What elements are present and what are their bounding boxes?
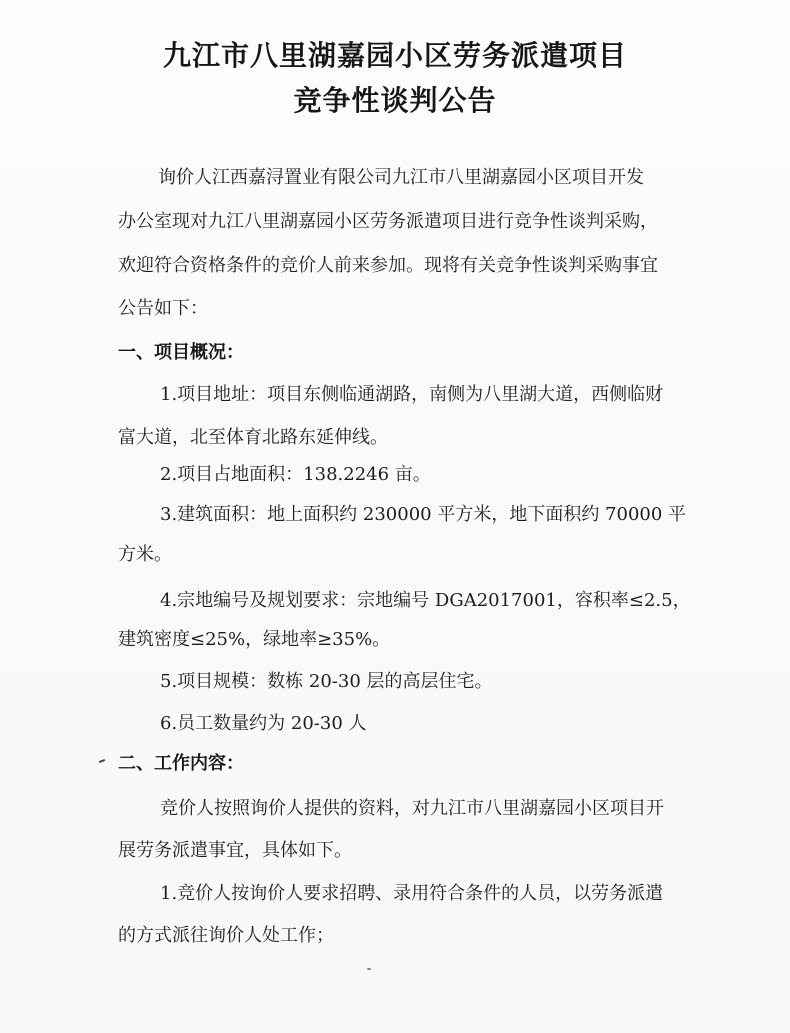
section-1-item-3-line-1: 3.建筑面积：地上面积约 230000 平方米，地下面积约 70000 平 xyxy=(160,504,687,525)
section-2-paragraph-line-2: 展劳务派遣事宜，具体如下。 xyxy=(118,840,352,861)
scan-speck xyxy=(367,968,371,970)
section-1-item-1-line-2: 富大道，北至体育北路东延伸线。 xyxy=(118,427,388,448)
section-1-item-2: 2.项目占地面积：138.2246 亩。 xyxy=(160,464,431,485)
document-title-line-2: 竞争性谈判公告 xyxy=(293,84,497,117)
section-2-item-1-line-2: 的方式派往询价人处工作； xyxy=(118,925,334,946)
intro-line-2: 办公室现对九江八里湖嘉园小区劳务派遣项目进行竞争性谈判采购， xyxy=(118,211,658,232)
section-1-item-5: 5.项目规模：数栋 20-30 层的高层住宅。 xyxy=(160,671,493,692)
section-1-item-3-line-2: 方米。 xyxy=(118,544,172,565)
section-2-heading: 二、工作内容： xyxy=(118,753,244,774)
intro-line-4: 公告如下： xyxy=(118,298,208,319)
section-1-item-6: 6.员工数量约为 20-30 人 xyxy=(160,713,367,734)
intro-line-1: 询价人江西嘉浔置业有限公司九江市八里湖嘉园小区项目开发 xyxy=(158,167,644,188)
section-2-item-1-line-1: 1.竞价人按询价人要求招聘、录用符合条件的人员，以劳务派遣 xyxy=(160,883,664,904)
intro-line-3: 欢迎符合资格条件的竞价人前来参加。现将有关竞争性谈判采购事宜 xyxy=(118,255,658,276)
section-1-heading: 一、项目概况： xyxy=(118,342,244,363)
section-1-item-4-line-2: 建筑密度≤25%，绿地率≥35%。 xyxy=(118,629,391,650)
section-1-item-1-line-1: 1.项目地址：项目东侧临通湖路，南侧为八里湖大道，西侧临财 xyxy=(160,384,664,405)
section-2-paragraph-line-1: 竞价人按照询价人提供的资料，对九江市八里湖嘉园小区项目开 xyxy=(160,798,664,819)
scan-mark xyxy=(99,759,105,763)
section-1-item-4-line-1: 4.宗地编号及规划要求：宗地编号 DGA2017001，容积率≤2.5， xyxy=(160,590,691,611)
document-title-line-1: 九江市八里湖嘉园小区劳务派遣项目 xyxy=(162,39,627,72)
